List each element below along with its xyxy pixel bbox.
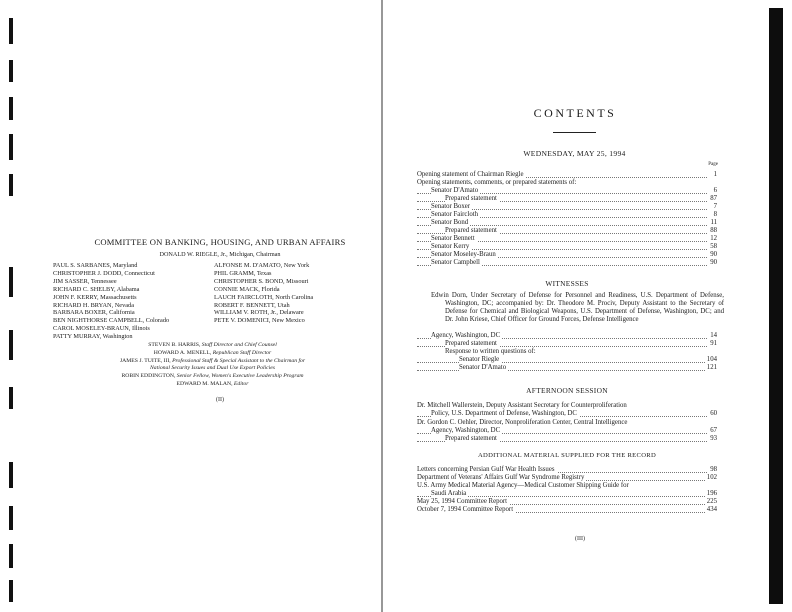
toc-entry-page: 7	[713, 203, 717, 210]
toc-entry-label: October 7, 1994 Committee Report	[417, 506, 514, 513]
scan-mark	[9, 462, 13, 488]
scan-mark	[9, 174, 13, 196]
scan-mark	[9, 267, 13, 297]
committee-member: BEN NIGHTHORSE CAMPBELL, Colorado	[53, 317, 170, 325]
toc-entry-label: Prepared statement	[445, 340, 497, 347]
toc-entry	[417, 211, 717, 219]
staff-role: , Professional Staff & Special Assistant to the Chairman for	[169, 357, 306, 364]
members-majority	[53, 262, 169, 341]
toc-entry-label: Policy, U.S. Department of Defense, Washington, DC	[431, 410, 577, 417]
toc-entry-page: 225	[706, 498, 717, 505]
toc-entry	[417, 356, 717, 364]
toc-entry-page: 8	[713, 211, 717, 218]
toc-entry-page: 196	[706, 490, 717, 497]
committee-member: PATTY MURRAY, Washington	[53, 333, 133, 341]
scan-mark	[9, 387, 13, 409]
afternoon-witness-1: Dr. Mitchell Wallerstein, Deputy Assistant Secretary for Counterproliferation	[417, 402, 627, 409]
scan-mark	[9, 506, 13, 530]
additional-material-heading: ADDITIONAL MATERIAL SUPPLIED FOR THE RECORD	[477, 452, 657, 459]
toc-entry	[417, 332, 717, 340]
toc-entry	[417, 364, 717, 372]
committee-member: BARBARA BOXER, California	[53, 309, 135, 317]
toc-entry-page: 434	[706, 506, 717, 513]
staff-role: , Republican Staff Director	[209, 349, 272, 356]
toc-entry	[417, 435, 717, 443]
staff-role: , Editor	[231, 380, 249, 387]
toc-entry	[417, 466, 717, 474]
toc-entry-page: 60	[710, 410, 717, 417]
toc-entry-page: 104	[706, 356, 717, 363]
toc-entry	[417, 340, 717, 348]
committee-member: PAUL S. SARBANES, Maryland	[53, 262, 138, 269]
toc-entry	[417, 235, 717, 243]
witnesses-heading: WITNESSES	[545, 279, 589, 288]
toc-entry-page: 91	[710, 340, 717, 347]
committee-member: RICHARD H. BRYAN, Nevada	[53, 301, 134, 309]
afternoon-entries-2	[417, 427, 717, 443]
toc-entry-page: 87	[710, 195, 717, 202]
committee-member: JIM SASSER, Tennessee	[53, 277, 117, 285]
toc-entry	[417, 498, 717, 506]
toc-entry-page: 67	[710, 427, 717, 434]
toc-entry-label: Senator Bond	[431, 219, 469, 226]
page-column-header: Page	[708, 162, 718, 167]
toc-entry-page: 58	[710, 243, 717, 250]
toc-entry-label: Senator Bennett	[431, 235, 475, 242]
toc-entry-page: 90	[710, 251, 717, 258]
toc-entry	[417, 227, 717, 235]
committee-member: WILLIAM V. ROTH, Jr., Delaware	[214, 309, 304, 317]
committee-member: ALFONSE M. D'AMATO, New York	[214, 262, 310, 269]
committee-member: CHRISTOPHER J. DODD, Connecticut	[53, 269, 155, 277]
toc-entry-label: Senator Faircloth	[431, 211, 479, 218]
committee-member: ROBERT F. BENNETT, Utah	[214, 301, 290, 309]
afternoon-witness-2: Dr. Gordon C. Oehler, Director, Nonproliferation Center, Central Intelligence	[417, 419, 628, 426]
staff-line	[60, 342, 365, 350]
toc-entry-label: May 25, 1994 Committee Report	[417, 498, 508, 505]
scan-mark	[9, 544, 13, 568]
toc-entry-page: 14	[710, 332, 717, 339]
committee-member: CONNIE MACK, Florida	[214, 285, 280, 293]
toc-entry-label: Prepared statement	[445, 195, 497, 202]
additional-paragraph: U.S. Army Medical Material Agency—Medical Customer Shipping Guide for	[417, 482, 629, 489]
opening-statements-list	[417, 171, 717, 267]
staff-role: , Senior Fellow, Women's Executive Leadership Program	[173, 373, 304, 380]
toc-entry	[417, 179, 717, 187]
toc-entry	[417, 410, 717, 418]
toc-entry-label: Senator Boxer	[431, 203, 471, 210]
scan-mark	[9, 134, 13, 160]
toc-entry-page: 121	[706, 364, 717, 371]
toc-entry	[417, 203, 717, 211]
toc-entry-label: Agency, Washington, DC	[431, 427, 501, 434]
page-number-right: (III)	[575, 536, 585, 542]
afternoon-session-heading: AFTERNOON SESSION	[526, 386, 608, 395]
page-gutter	[381, 0, 383, 612]
toc-entry-label: Prepared statement	[445, 435, 497, 442]
toc-entry-page: 93	[710, 435, 717, 442]
staff-name: ROBIN EDDINGTON	[121, 373, 174, 380]
toc-entry	[417, 219, 717, 227]
toc-entry	[417, 243, 717, 251]
afternoon-entries-1	[417, 410, 717, 418]
toc-entry-page: 1	[713, 171, 717, 178]
date-heading: WEDNESDAY, MAY 25, 1994	[523, 149, 626, 158]
members-minority	[214, 262, 313, 325]
toc-entry-label: Saudi Arabia	[431, 490, 467, 497]
toc-entry-label: Opening statement of Chairman Riegle	[417, 171, 524, 178]
staff-role: National Security Issues and Dual Use Export Policies	[150, 365, 275, 372]
toc-entry-page: 90	[710, 259, 717, 266]
toc-entry-label: Prepared statement	[445, 227, 497, 234]
staff-name: EDWARD M. MALAN	[176, 380, 232, 387]
additional-entries-2	[417, 490, 717, 514]
scan-mark	[9, 60, 13, 82]
committee-member: PETE V. DOMENICI, New Mexico	[214, 317, 305, 325]
staff-line	[60, 373, 365, 381]
toc-entry-label: Letters concerning Persian Gulf War Health Issues	[417, 466, 555, 473]
page-number-left: (II)	[216, 397, 224, 403]
toc-entry	[417, 187, 717, 195]
toc-entry	[417, 195, 717, 203]
committee-member: CHRISTOPHER S. BOND, Missouri	[214, 277, 309, 285]
committee-member: PHIL GRAMM, Texas	[214, 269, 272, 277]
toc-entry	[417, 251, 717, 259]
toc-entry	[417, 171, 717, 179]
staff-name: STEVEN B. HARRIS	[148, 342, 199, 348]
scan-edge-bar	[769, 8, 783, 604]
contents-title: CONTENTS	[533, 106, 617, 120]
toc-entry	[417, 490, 717, 498]
committee-member: LAUCH FAIRCLOTH, North Carolina	[214, 293, 314, 301]
scan-mark	[9, 18, 13, 44]
toc-entry-label: Senator Campbell	[431, 259, 480, 266]
toc-entry-label: Department of Veterans' Affairs Gulf War Syndrome Registry	[417, 474, 585, 481]
committee-member: JOHN F. KERRY, Massachusetts	[53, 293, 137, 301]
scan-mark	[9, 580, 13, 602]
scan-mark	[9, 330, 13, 360]
additional-entries-1	[417, 466, 717, 482]
staff-name: JAMES J. TUITE, III	[119, 357, 170, 364]
toc-entry-label: Agency, Washington, DC	[431, 332, 501, 339]
scan-mark	[9, 97, 13, 120]
toc-entry	[417, 348, 717, 356]
staff-role: , Staff Director and Chief Counsel	[198, 342, 277, 348]
staff-line	[60, 350, 365, 358]
witness-paragraph: Edwin Dorn, Under Secretary of Defense for Personnel and Readiness, U.S. Department of Defense, Washington, DC; accompanied by: Dr. Theodore M. Prociv, Deputy Assistant to the Secretary of Defense for Chemical and Biological Weapons, U.S. Department of Defense, Washington, DC; and Dr. John Kriese, Chief Officer for Ground Forces, Defense Intelligence	[431, 292, 724, 323]
staff-line	[60, 381, 365, 389]
toc-entry	[417, 259, 717, 267]
toc-entry-label: Senator D'Amato	[459, 364, 507, 371]
toc-entry-page: 98	[710, 466, 717, 473]
toc-entry-page: 6	[713, 187, 717, 194]
committee-title: COMMITTEE ON BANKING, HOUSING, AND URBAN AFFAIRS	[94, 237, 346, 247]
toc-entry-page: 11	[710, 219, 717, 226]
toc-entry	[417, 427, 717, 435]
toc-entry-label: Opening statements, comments, or prepared statements of:	[417, 179, 577, 186]
toc-entry-page: 88	[710, 227, 717, 234]
title-rule	[553, 132, 596, 133]
toc-entry-page: 102	[706, 474, 717, 481]
toc-entry-label: Senator Moseley-Braun	[431, 251, 496, 258]
toc-entry-label: Response to written questions of:	[445, 348, 536, 355]
toc-entry-label: Senator D'Amato	[431, 187, 479, 194]
staff-line	[60, 365, 365, 373]
toc-entry	[417, 506, 717, 514]
committee-member: RICHARD C. SHELBY, Alabama	[53, 285, 140, 293]
witness-entries-list	[417, 332, 717, 372]
toc-entry	[417, 474, 717, 482]
committee-chairman: DONALD W. RIEGLE, Jr., Michigan, Chairman	[159, 251, 281, 258]
staff-line	[60, 358, 365, 366]
toc-entry-page: 12	[710, 235, 717, 242]
toc-entry-label: Senator Riegle	[459, 356, 500, 363]
staff-list	[60, 342, 365, 389]
committee-member: CAROL MOSELEY-BRAUN, Illinois	[53, 325, 150, 333]
toc-entry-label: Senator Kerry	[431, 243, 470, 250]
staff-name: HOWARD A. MENELL	[153, 349, 210, 356]
